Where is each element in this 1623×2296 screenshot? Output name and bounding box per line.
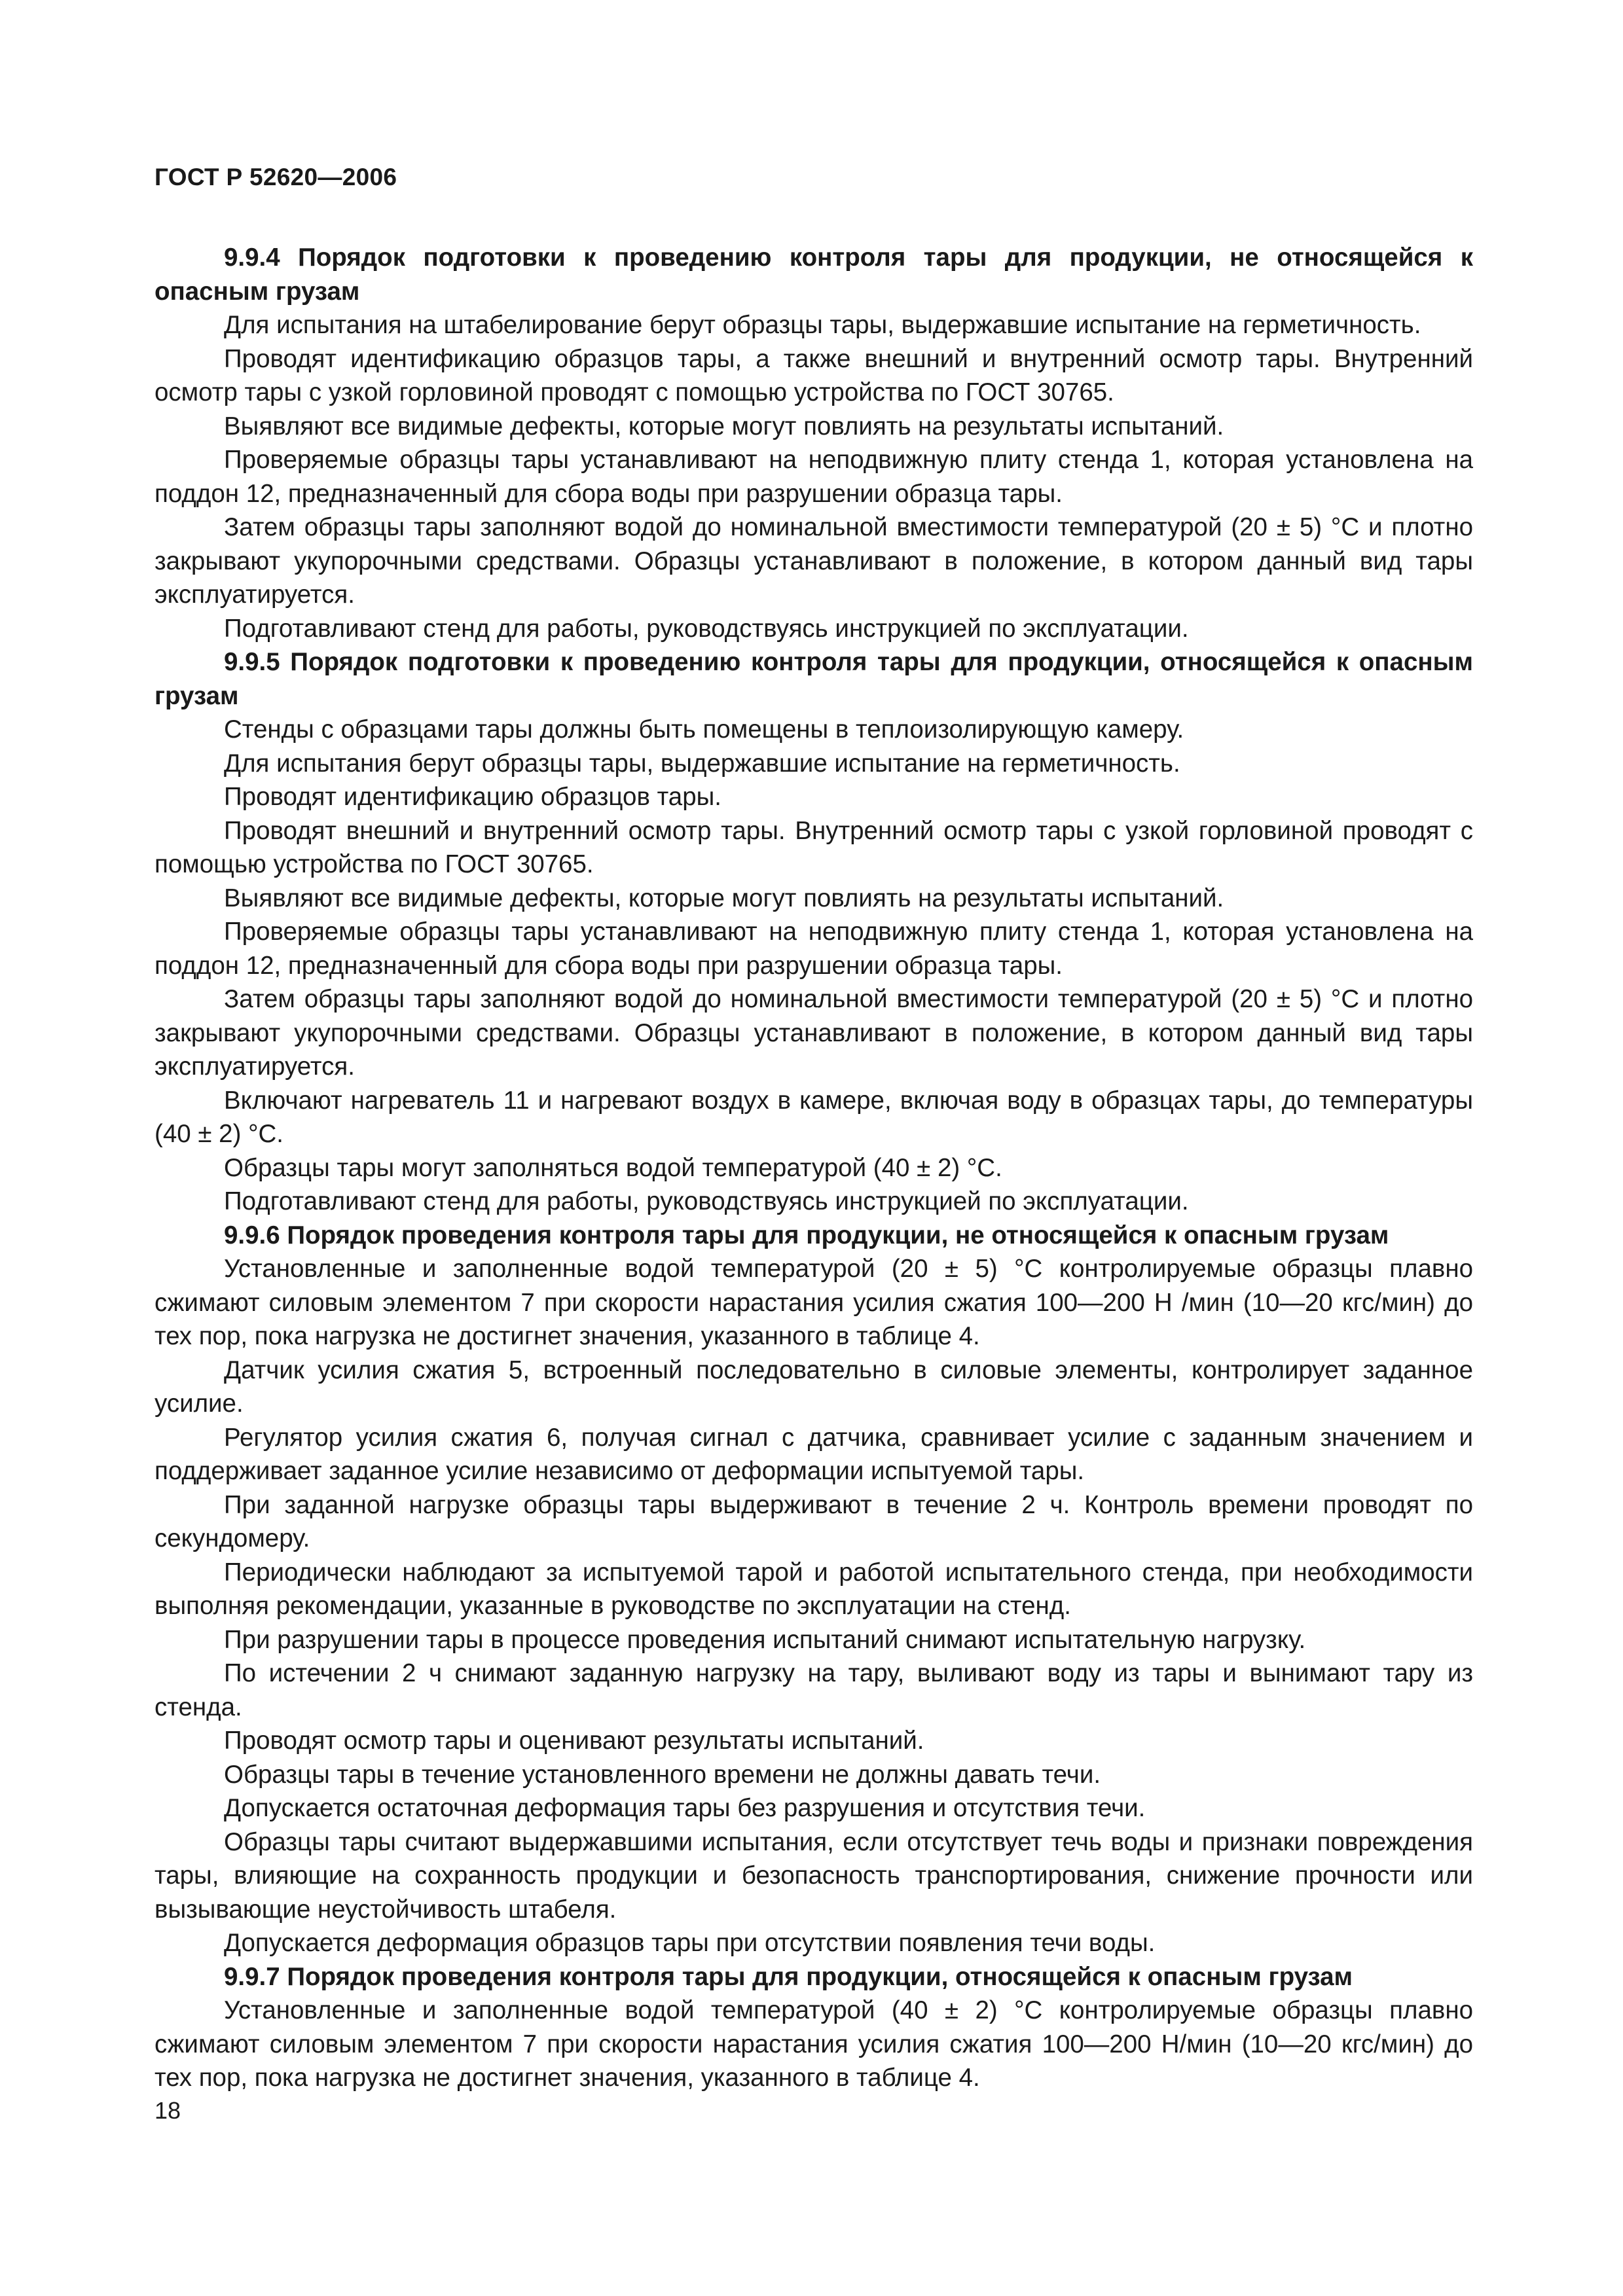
paragraph: Допускается деформация образцов тары при отсутствии появления течи воды. <box>224 1929 1156 1957</box>
paragraph: Затем образцы тары заполняют водой до номинальной вместимости температурой (20 ± 5) °С и плотно закрывают укупорочными средствами. Образцы устанавливают в положение, в котором данный вид тары эксплуатируется. <box>155 513 1473 609</box>
paragraph: Для испытания берут образцы тары, выдержавшие испытание на герметичность. <box>224 749 1180 778</box>
page-number: 18 <box>155 2097 181 2124</box>
paragraph: Выявляют все видимые дефекты, которые могут повлиять на результаты испытаний. <box>224 884 1224 912</box>
paragraph: Датчик усилия сжатия 5, встроенный последовательно в силовые элементы, контролирует заданное усилие. <box>155 1355 1473 1418</box>
section-heading-9-9-4: 9.9.4 Порядок подготовки к проведению контроля тары для продукции, не относящейся к опасным грузам <box>155 243 1473 306</box>
document-body <box>155 241 1473 2095</box>
paragraph: Образцы тары в течение установленного времени не должны давать течи. <box>224 1760 1101 1789</box>
paragraph: Проверяемые образцы тары устанавливают на неподвижную плиту стенда 1, которая установлена на поддон 12, предназначенный для сбора воды при разрушении образца тары. <box>155 918 1473 980</box>
section-heading-9-9-7: 9.9.7 Порядок проведения контроля тары для продукции, относящейся к опасным грузам <box>224 1962 1353 1991</box>
paragraph: Образцы тары считают выдержавшими испытания, если отсутствует течь воды и признаки повреждения тары, влияющие на сохранность продукции и безопасность транспортирования, снижение прочности или вызывающие неустойчивость штабеля. <box>155 1827 1473 1924</box>
paragraph: Допускается остаточная деформация тары без разрушения и отсутствия течи. <box>224 1794 1146 1822</box>
paragraph: Установленные и заполненные водой температурой (40 ± 2) °С контролируемые образцы плавно сжимают силовым элементом 7 при скорости нарастания усилия сжатия 100—200 Н/мин (10—20 кгс/мин) до тех пор, пока нагрузка не достигнет значения, указанного в таблице 4. <box>155 1996 1473 2092</box>
paragraph: По истечении 2 ч снимают заданную нагрузку на тару, выливают воду из тары и вынимают тару из стенда. <box>155 1659 1473 1721</box>
paragraph: Подготавливают стенд для работы, руководствуясь инструкцией по эксплуатации. <box>224 614 1189 643</box>
paragraph: Включают нагреватель 11 и нагревают воздух в камере, включая воду в образцах тары, до температуры (40 ± 2) °С. <box>155 1086 1473 1148</box>
document-header: ГОСТ Р 52620—2006 <box>155 164 397 190</box>
paragraph: Образцы тары могут заполняться водой температурой (40 ± 2) °С. <box>224 1153 1002 1182</box>
paragraph: Проводят внешний и внутренний осмотр тары. Внутренний осмотр тары с узкой горловиной проводят с помощью устройства по ГОСТ 30765. <box>155 816 1473 878</box>
paragraph: При заданной нагрузке образцы тары выдерживают в течение 2 ч. Контроль времени проводят по секундомеру. <box>155 1490 1473 1552</box>
paragraph: Проводят идентификацию образцов тары. <box>224 783 721 811</box>
paragraph: Для испытания на штабелирование берут образцы тары, выдержавшие испытание на герметичность. <box>224 311 1421 339</box>
section-heading-9-9-5: 9.9.5 Порядок подготовки к проведению контроля тары для продукции, относящейся к опасным грузам <box>155 648 1473 710</box>
paragraph: Проводят осмотр тары и оценивают результаты испытаний. <box>224 1727 924 1755</box>
paragraph: Выявляют все видимые дефекты, которые могут повлиять на результаты испытаний. <box>224 412 1224 440</box>
paragraph: Проверяемые образцы тары устанавливают на неподвижную плиту стенда 1, которая установлена на поддон 12, предназначенный для сбора воды при разрушении образца тары. <box>155 446 1473 508</box>
paragraph: Регулятор усилия сжатия 6, получая сигнал с датчика, сравнивает усилие с заданным значением и поддерживает заданное усилие независимо от деформации испытуемой тары. <box>155 1423 1473 1485</box>
paragraph: Периодически наблюдают за испытуемой тарой и работой испытательного стенда, при необходимости выполняя рекомендации, указанные в руководстве по эксплуатации на стенд. <box>155 1558 1473 1620</box>
paragraph: Затем образцы тары заполняют водой до номинальной вместимости температурой (20 ± 5) °С и плотно закрывают укупорочными средствами. Образцы устанавливают в положение, в котором данный вид тары эксплуатируется. <box>155 985 1473 1081</box>
paragraph: Проводят идентификацию образцов тары, а также внешний и внутренний осмотр тары. Внутренний осмотр тары с узкой горловиной проводят с помощью устройства по ГОСТ 30765. <box>155 344 1473 406</box>
section-heading-9-9-6: 9.9.6 Порядок проведения контроля тары для продукции, не относящейся к опасным грузам <box>224 1221 1389 1249</box>
paragraph: Стенды с образцами тары должны быть помещены в теплоизолирующую камеру. <box>224 715 1184 744</box>
paragraph: Подготавливают стенд для работы, руководствуясь инструкцией по эксплуатации. <box>224 1187 1189 1215</box>
paragraph: При разрушении тары в процессе проведения испытаний снимают испытательную нагрузку. <box>224 1625 1306 1654</box>
paragraph: Установленные и заполненные водой температурой (20 ± 5) °С контролируемые образцы плавно сжимают силовым элементом 7 при скорости нарастания усилия сжатия 100—200 Н /мин (10—20 кгс/мин) до тех пор, пока нагрузка не достигнет значения, указанного в таблице 4. <box>155 1255 1473 1350</box>
